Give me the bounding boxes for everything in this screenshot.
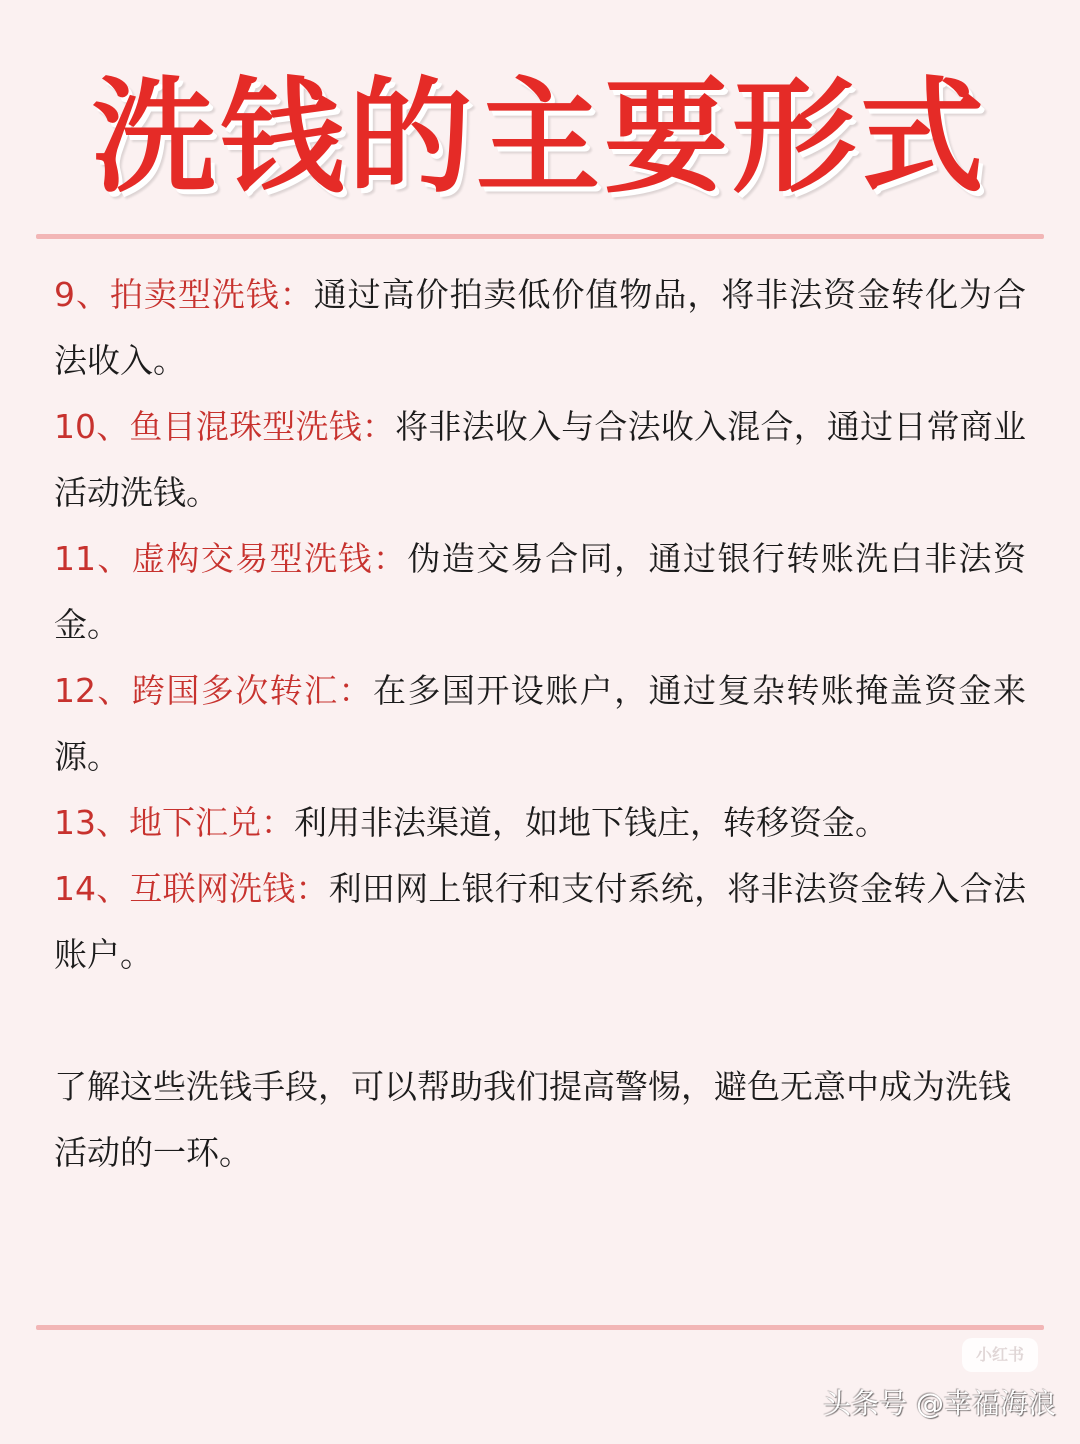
top-divider — [36, 234, 1044, 239]
bottom-divider — [36, 1325, 1044, 1330]
item-description: 伪造交易合同，通过银行转账洗白非法资金。 — [54, 539, 1026, 644]
item-description: 在多国开设账户，通过复杂转账掩盖资金来源。 — [54, 671, 1026, 776]
list-item — [54, 658, 1026, 790]
item-description: 利田网上银行和支付系统，将非法资金转入合法账户。 — [54, 869, 1027, 974]
item-heading: 13、地下汇兑： — [54, 803, 294, 842]
item-heading: 14、互联网洗钱： — [54, 869, 329, 908]
item-heading: 12、跨国多次转汇： — [54, 671, 373, 710]
list-item — [54, 262, 1026, 394]
item-description: 通过高价拍卖低价值物品，将非法资金转化为合法收入。 — [54, 275, 1027, 380]
item-heading: 10、鱼目混珠型洗钱： — [54, 407, 396, 446]
xiaohongshu-logo-watermark: 小红书 — [962, 1338, 1038, 1372]
item-description: 将非法收入与合法收入混合，通过日常商业活动洗钱。 — [54, 407, 1026, 512]
list-item — [54, 790, 1026, 856]
list-item — [54, 856, 1026, 988]
item-heading: 11、虚构交易型洗钱： — [54, 539, 408, 578]
list-item — [54, 526, 1026, 658]
source-watermark: 头条号 @幸福海浪 — [823, 1387, 1056, 1420]
summary-paragraph: 了解这些洗钱手段，可以帮助我们提高警惕，避色无意中成为洗钱活动的一环。 — [54, 1067, 1011, 1172]
page-title: 洗钱的主要形式 — [91, 66, 988, 210]
item-description: 利用非法渠道，如地下钱庄，转移资金。 — [294, 803, 888, 842]
money-laundering-list — [54, 262, 1026, 988]
list-item — [54, 394, 1026, 526]
item-heading: 9、拍卖型洗钱： — [54, 275, 314, 314]
